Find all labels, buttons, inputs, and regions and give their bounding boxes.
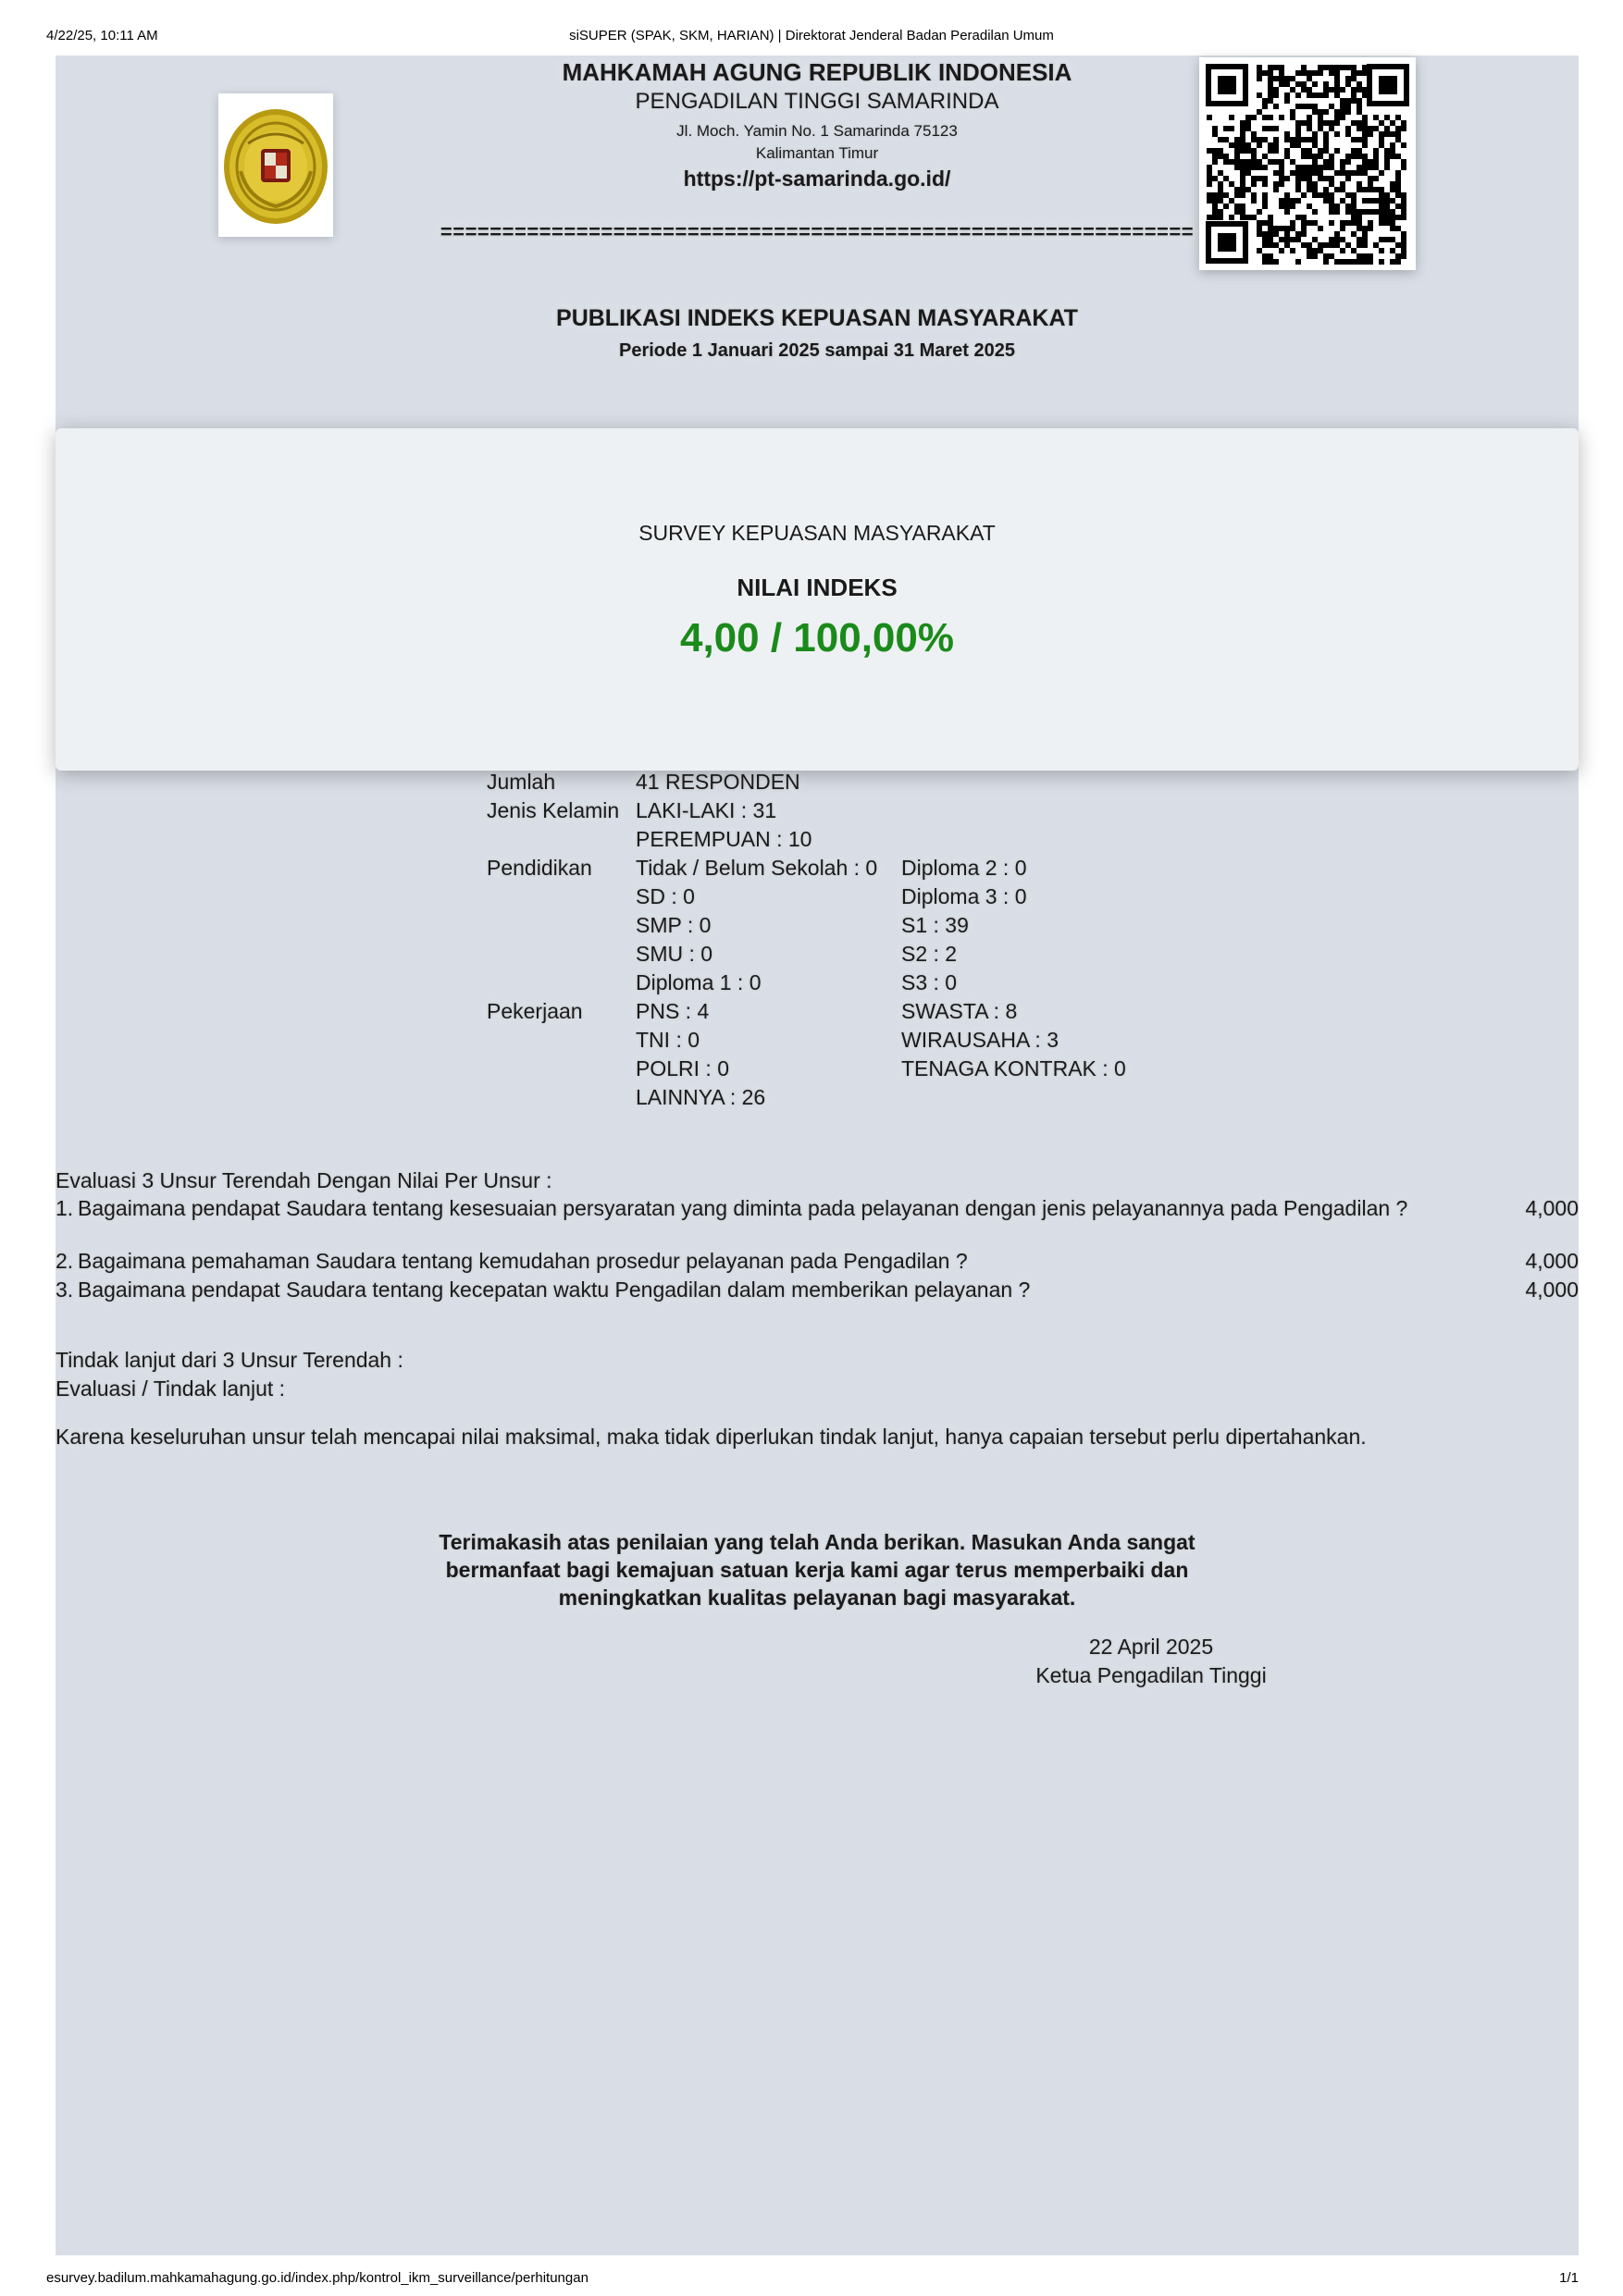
institution-name: MAHKAMAH AGUNG REPUBLIK INDONESIA [562, 58, 1072, 86]
jumlah-label: Jumlah [487, 770, 556, 794]
survey-title: SURVEY KEPUASAN MASYARAKAT [638, 521, 996, 545]
closing-line: Terimakasih atas penilaian yang telah Anda berikan. Masukan Anda sangat [439, 1530, 1196, 1554]
gender-male: LAKI-LAKI : 31 [636, 798, 777, 822]
education-item: S1 : 39 [901, 913, 969, 937]
evaluation-value: 4,000 [1525, 1278, 1579, 1302]
court-region: Kalimantan Timur [755, 144, 879, 162]
evaluation-value: 4,000 [1525, 1249, 1579, 1273]
signature-date: 22 April 2025 [1088, 1635, 1214, 1659]
header-divider: ============================================================= [440, 220, 1195, 243]
evaluation-heading: Evaluasi 3 Unsur Terendah Dengan Nilai Per Unsur : [56, 1168, 552, 1192]
closing-line: bermanfaat bagi kemajuan satuan kerja kami agar terus memperbaiki dan [445, 1558, 1189, 1582]
evaluation-number: 3. [56, 1278, 74, 1302]
job-item: WIRAUSAHA : 3 [901, 1028, 1059, 1052]
follow-up-subheading: Evaluasi / Tindak lanjut : [56, 1376, 286, 1401]
jumlah-value: 41 RESPONDEN [636, 770, 800, 794]
education-item: Diploma 2 : 0 [901, 856, 1027, 880]
closing-line: meningkatkan kualitas pelayanan bagi masyarakat. [558, 1586, 1076, 1610]
court-name: PENGADILAN TINGGI SAMARINDA [635, 89, 999, 114]
print-page-number: 1/1 [1559, 2270, 1579, 2286]
job-item: LAINNYA : 26 [636, 1085, 766, 1109]
education-item: Tidak / Belum Sekolah : 0 [636, 856, 878, 880]
court-address: Jl. Moch. Yamin No. 1 Samarinda 75123 [676, 122, 958, 140]
print-header [0, 28, 1623, 50]
closing-message [56, 1528, 1579, 1611]
gender-female: PEREMPUAN : 10 [636, 827, 812, 851]
print-footer [0, 2270, 1623, 2292]
follow-up-heading: Tindak lanjut dari 3 Unsur Terendah : [56, 1348, 403, 1372]
evaluation-question: Bagaimana pemahaman Saudara tentang kemudahan prosedur pelayanan pada Pengadilan ? [78, 1249, 968, 1273]
index-card [56, 428, 1579, 771]
evaluation-number: 2. [56, 1249, 74, 1273]
publication-title: PUBLIKASI INDEKS KEPUASAN MASYARAKAT [556, 305, 1078, 331]
evaluation-value: 4,000 [1525, 1196, 1579, 1220]
print-datetime: 4/22/25, 10:11 AM [46, 28, 158, 43]
job-item: TNI : 0 [636, 1028, 700, 1052]
logo-icon [218, 93, 333, 237]
signatory-title: Ketua Pengadilan Tinggi [1035, 1663, 1267, 1687]
education-item: Diploma 1 : 0 [636, 970, 762, 994]
evaluation-number: 1. [56, 1196, 74, 1220]
follow-up-text: Karena keseluruhan unsur telah mencapai nilai maksimal, maka tidak diperlukan tindak lanjut, hanya capaian tersebut perlu dipertahankan. [56, 1425, 1367, 1449]
education-item: SMU : 0 [636, 942, 713, 966]
print-footer-url: esurvey.badilum.mahkamahagung.go.id/index.php/kontrol_ikm_surveillance/perhitungan [46, 2270, 588, 2286]
evaluation-question: Bagaimana pendapat Saudara tentang kecepatan waktu Pengadilan dalam memberikan pelayanan ? [78, 1278, 1031, 1302]
publication-period: Periode 1 Januari 2025 sampai 31 Maret 2025 [618, 340, 1016, 361]
education-item: SD : 0 [636, 884, 695, 908]
job-item: POLRI : 0 [636, 1056, 729, 1080]
job-item: SWASTA : 8 [901, 999, 1018, 1023]
education-item: S3 : 0 [901, 970, 958, 994]
job-item: TENAGA KONTRAK : 0 [901, 1056, 1126, 1080]
gender-label: Jenis Kelamin [487, 798, 620, 822]
job-label: Pekerjaan [487, 999, 583, 1023]
education-label: Pendidikan [487, 856, 592, 880]
education-item: SMP : 0 [636, 913, 712, 937]
education-item: Diploma 3 : 0 [901, 884, 1027, 908]
print-page-title: siSUPER (SPAK, SKM, HARIAN) | Direktorat Jenderal Badan Peradilan Umum [569, 28, 1054, 43]
court-website: https://pt-samarinda.go.id/ [683, 167, 951, 191]
index-label: NILAI INDEKS [737, 574, 898, 601]
index-value: 4,00 / 100,00% [679, 615, 954, 660]
job-item: PNS : 4 [636, 999, 710, 1023]
evaluation-question: Bagaimana pendapat Saudara tentang kesesuaian persyaratan yang diminta pada pelayanan dengan jenis pelayanannya pada Pengadilan ? [78, 1196, 1408, 1220]
education-item: S2 : 2 [901, 942, 958, 966]
document-page [56, 56, 1579, 2255]
